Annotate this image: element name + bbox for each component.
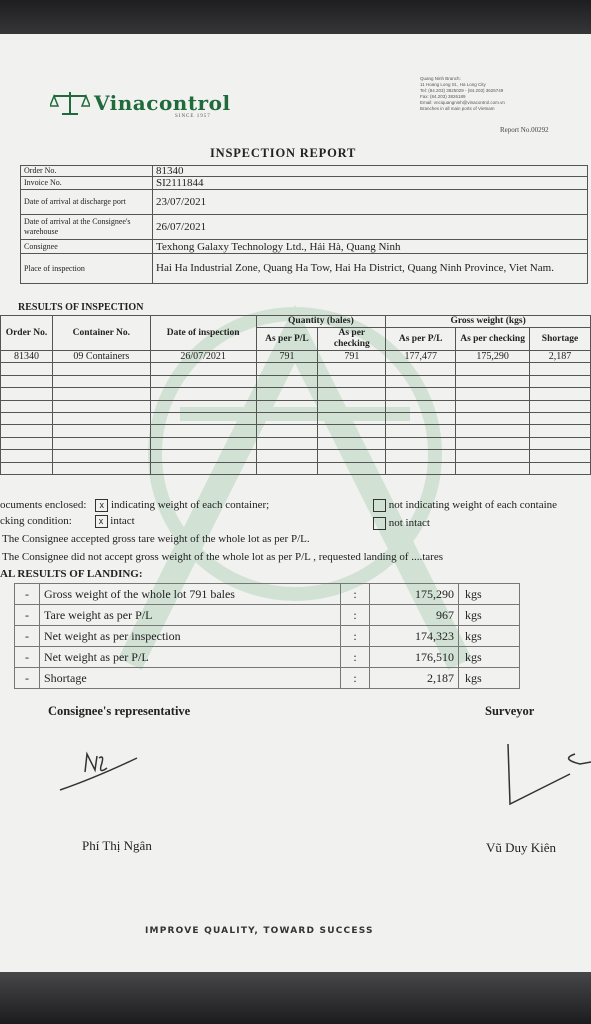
final-value: 967 [370, 605, 459, 626]
invoice-label: Invoice No. [21, 177, 153, 190]
empty-row [1, 400, 591, 412]
packing-option-2 [373, 517, 430, 530]
surveyor-label: Surveyor [485, 704, 535, 718]
consignee-rep-label: Consignee's representative [48, 704, 191, 718]
checkbox-not-indicating-weight[interactable] [373, 499, 386, 512]
final-value: 2,187 [370, 668, 459, 689]
col-gw-pl: As per P/L [386, 328, 456, 351]
opt-intact: intact [110, 515, 135, 528]
cell-qty-checking: 791 [318, 351, 386, 363]
report-title: INSPECTION REPORT [210, 146, 357, 160]
surveyor-signature [500, 734, 591, 814]
final-value: 176,510 [370, 647, 459, 668]
checkbox-indicating-weight[interactable]: x [95, 499, 108, 512]
final-results-title: AL RESULTS OF LANDING: [0, 568, 143, 580]
final-label: Shortage [40, 668, 341, 689]
consignee-label: Consignee [21, 240, 153, 254]
col-qty-checking: As per checking [318, 328, 386, 351]
empty-row [1, 412, 591, 424]
col-gw-checking: As per checking [456, 328, 530, 351]
desk-background-bottom [0, 968, 591, 1024]
packing-condition-line [0, 515, 135, 528]
info-row [21, 240, 588, 254]
consignee-value: Texhong Galaxy Technology Ltd., Hải Hà, Quang Ninh [153, 240, 588, 254]
order-no-label: Order No. [21, 166, 153, 177]
final-label: Net weight as per P/L [40, 647, 341, 668]
cell-qty-pl: 791 [256, 351, 318, 363]
info-row [21, 254, 588, 284]
info-row [21, 166, 588, 177]
cell-date: 26/07/2021 [150, 351, 256, 363]
packing-label: cking condition: [0, 515, 72, 528]
cell-gw-pl: 177,477 [386, 351, 456, 363]
report-number: Report No.00292 [500, 126, 549, 134]
col-qty-pl: As per P/L [256, 328, 318, 351]
consignee-rep-name: Phí Thị Ngân [82, 838, 152, 853]
documents-enclosed-line [0, 499, 269, 512]
final-value: 175,290 [370, 584, 459, 605]
company-logo [50, 90, 231, 116]
cell-shortage: 2,187 [530, 351, 591, 363]
col-gross-weight: Gross weight (kgs) [386, 316, 591, 328]
arrival-port-label: Date of arrival at discharge port [21, 190, 153, 215]
branch-address: Quang Ninh Branch: 11 Hoang Long St., Ha Long City Tel: (84.203) 3825029 - (84.203) 3625749 Fax: (84.203) 3826189 Email: vnciquangninh@vinacontrol.com.vn Branches in all main ports of Vietnam [420, 76, 505, 111]
consignee-accepted-statement: The Consignee accepted gross tare weight of the whole lot as per P/L. [2, 533, 310, 545]
col-quantity: Quantity (bales) [256, 316, 386, 328]
table-row [1, 351, 591, 363]
list-item: - Net weight as per P/L : 176,510 kgs [15, 647, 520, 668]
final-value: 174,323 [370, 626, 459, 647]
empty-row [1, 375, 591, 387]
cell-container: 09 Containers [52, 351, 150, 363]
documents-label: ocuments enclosed: [0, 499, 87, 512]
checkbox-not-intact[interactable] [373, 517, 386, 530]
results-section-title: RESULTS OF INSPECTION [18, 302, 144, 313]
documents-option-2 [373, 499, 557, 512]
empty-row [1, 363, 591, 375]
surveyor-name: Vũ Duy Kiên [486, 840, 557, 855]
list-item: - Net weight as per inspection : 174,323 kgs [15, 626, 520, 647]
inspection-report-paper [0, 34, 591, 972]
invoice-value: SI2111844 [153, 177, 588, 190]
list-item: - Gross weight of the whole lot 791 bales : 175,290 kgs [15, 584, 520, 605]
empty-row [1, 437, 591, 449]
col-shortage: Shortage [530, 328, 591, 351]
header-row [1, 316, 591, 328]
col-date: Date of inspection [150, 316, 256, 351]
cell-order: 81340 [1, 351, 53, 363]
cell-gw-checking: 175,290 [456, 351, 530, 363]
arrival-warehouse-label: Date of arrival at the Consignee's warehouse [21, 215, 153, 240]
final-results-table [14, 583, 520, 689]
scale-logo-icon [50, 90, 90, 116]
place-value: Hai Ha Industrial Zone, Quang Ha Tow, Hai Ha District, Quang Ninh Province, Viet Nam. [153, 254, 588, 284]
opt-not-intact: not intact [388, 517, 430, 530]
footer-slogan: IMPROVE QUALITY, TOWARD SUCCESS [145, 926, 374, 936]
col-container: Container No. [52, 316, 150, 351]
empty-row [1, 462, 591, 474]
empty-row [1, 425, 591, 437]
company-tagline: SINCE 1957 [175, 114, 211, 119]
empty-row [1, 388, 591, 400]
info-row [21, 215, 588, 240]
arrival-warehouse-value: 26/07/2021 [153, 215, 588, 240]
list-item: - Shortage : 2,187 kgs [15, 668, 520, 689]
order-no-value: 81340 [153, 166, 588, 177]
empty-row [1, 450, 591, 462]
arrival-port-value: 23/07/2021 [153, 190, 588, 215]
opt-not-indicating-weight: not indicating weight of each containe [388, 499, 558, 512]
info-row [21, 190, 588, 215]
consignee-not-accepted-statement: The Consignee did not accept gross weight of the whole lot as per P/L , requested landing of ....tares [2, 551, 444, 563]
consignee-signature [55, 744, 145, 794]
company-name: Vinacontrol [94, 91, 231, 115]
info-row [21, 177, 588, 190]
opt-indicating-weight: indicating weight of each container; [110, 499, 270, 512]
checkbox-intact[interactable]: x [95, 515, 108, 528]
place-label: Place of inspection [21, 254, 153, 284]
inspection-results-table [0, 315, 591, 475]
col-order: Order No. [1, 316, 53, 351]
final-label: Gross weight of the whole lot 791 bales [40, 584, 341, 605]
list-item: - Tare weight as per P/L : 967 kgs [15, 605, 520, 626]
final-label: Tare weight as per P/L [40, 605, 341, 626]
final-label: Net weight as per inspection [40, 626, 341, 647]
shipment-info-table [20, 165, 588, 284]
